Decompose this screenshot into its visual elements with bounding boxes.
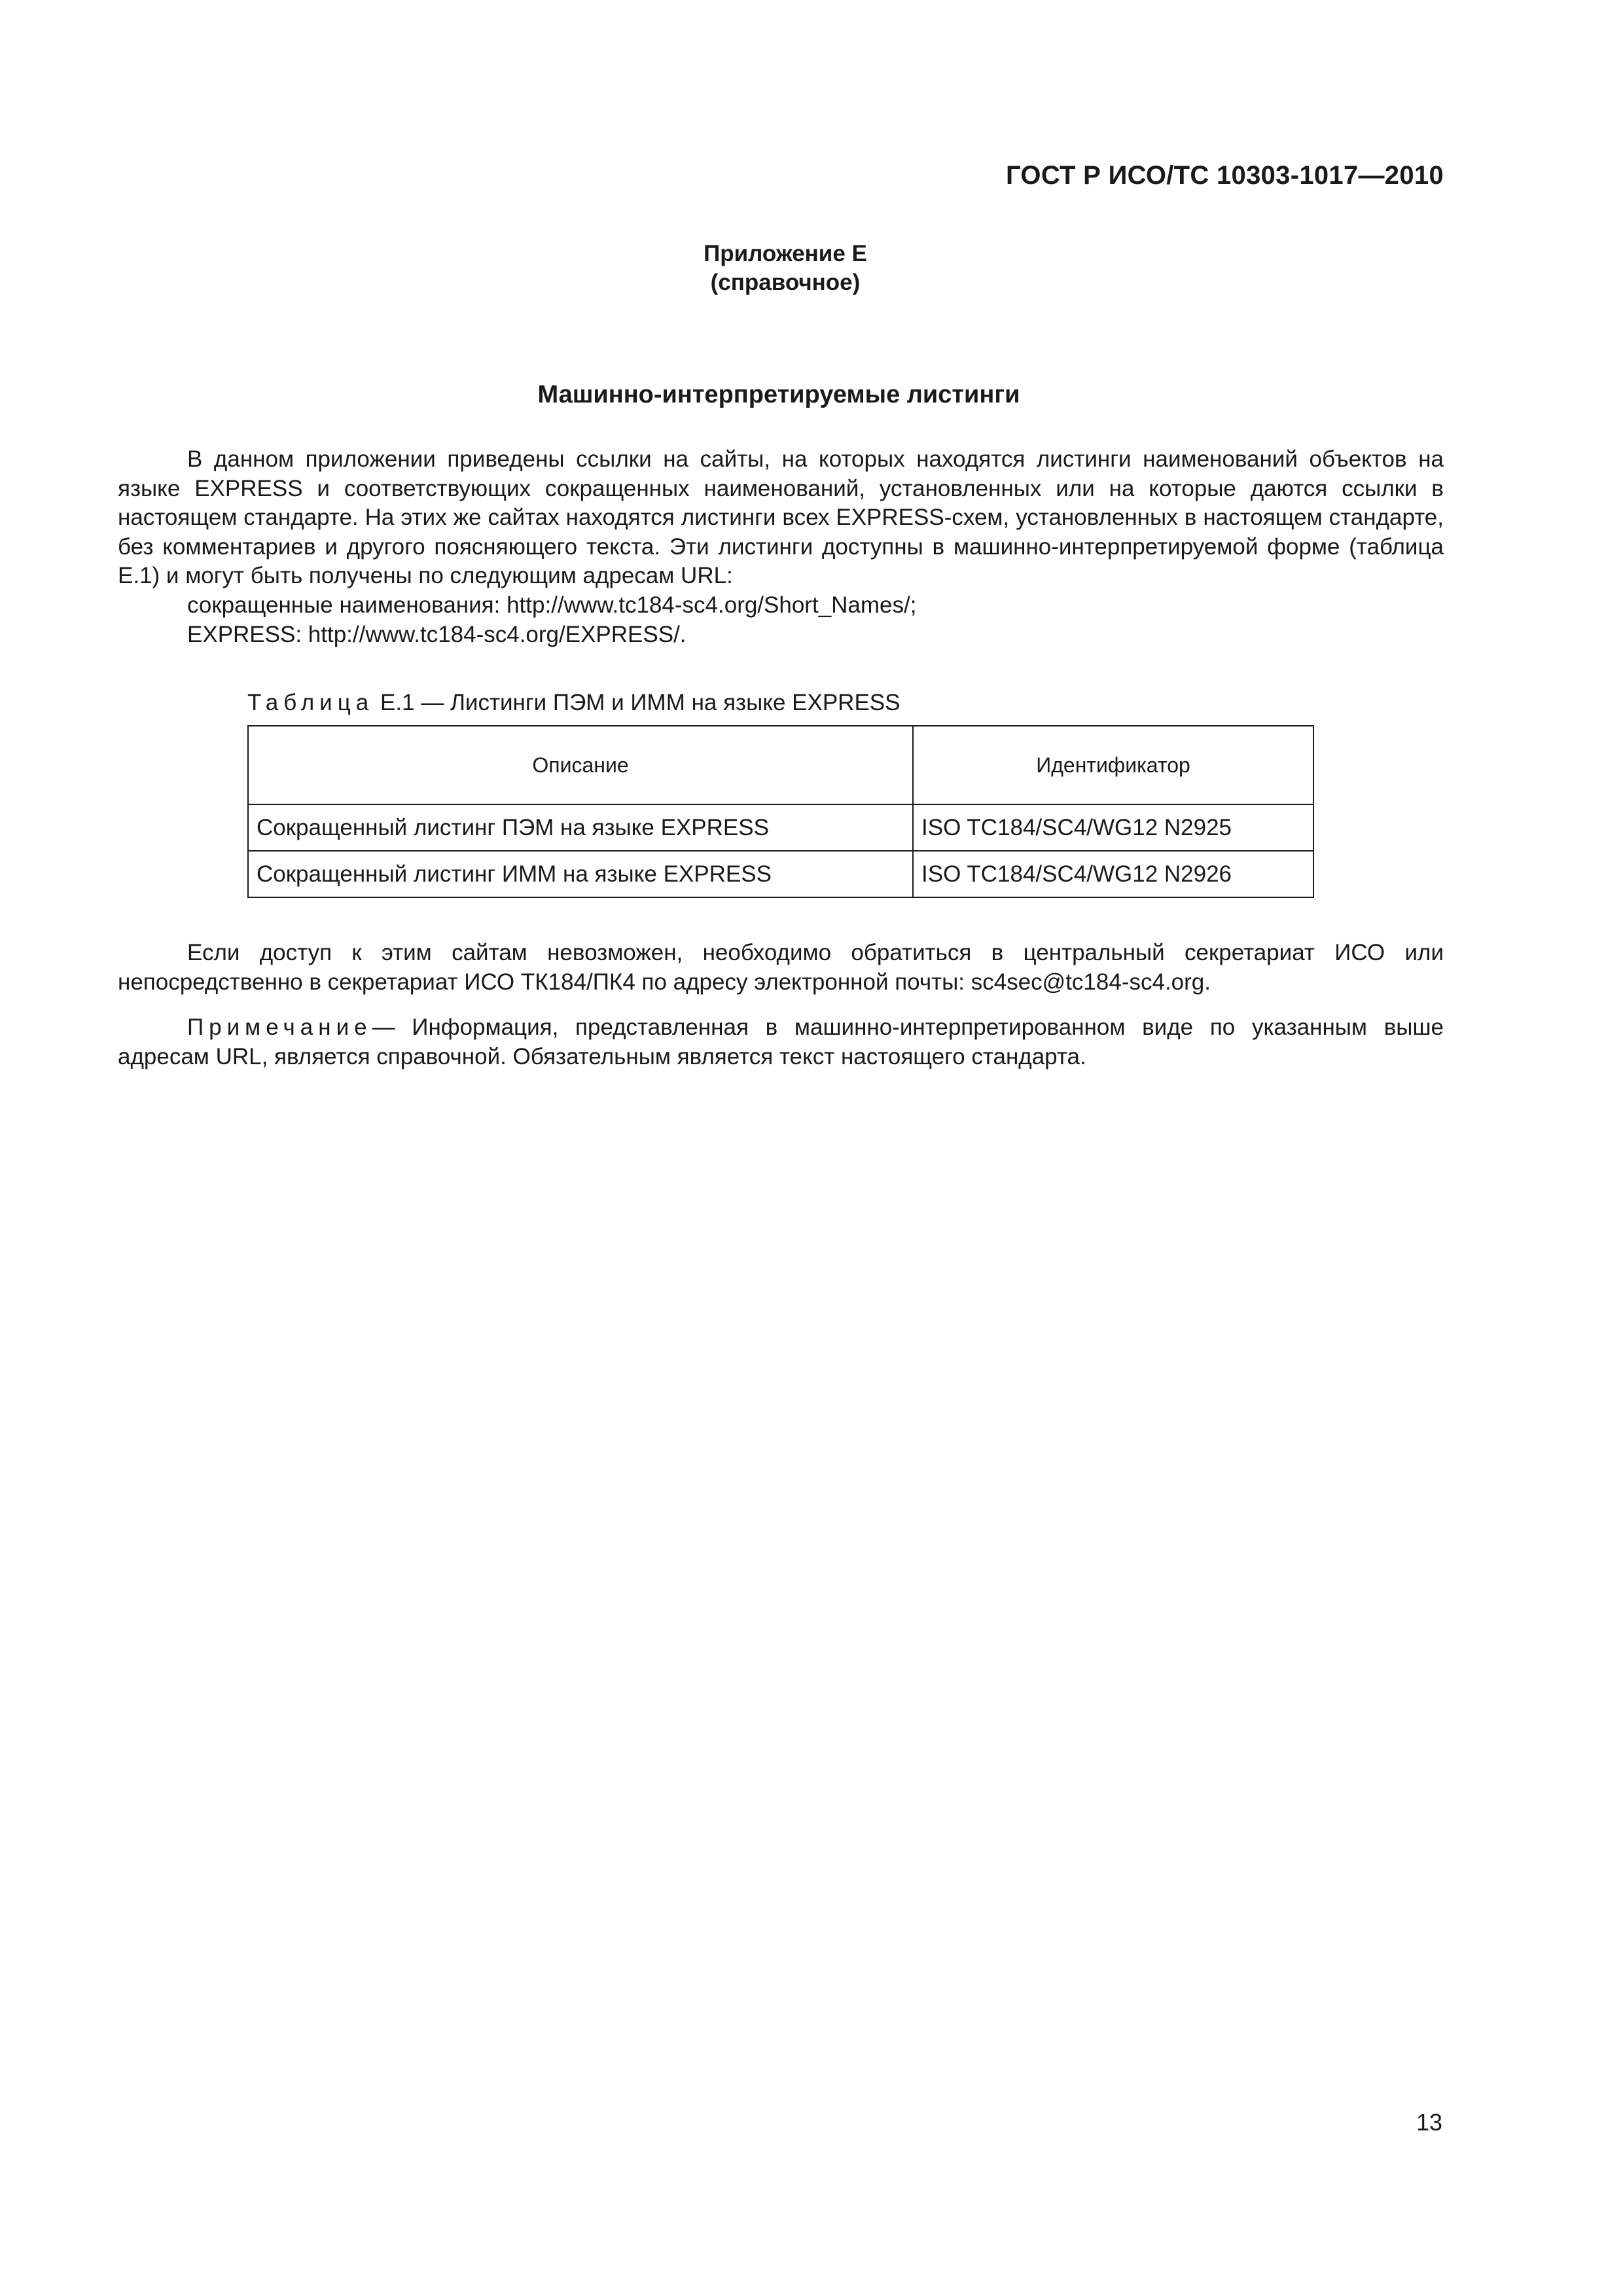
table-row xyxy=(248,851,1313,897)
table-header-description: Описание xyxy=(248,726,913,804)
table-caption xyxy=(247,690,901,716)
intro-paragraph-text: В данном приложении приведены ссылки на сайты, на которых находятся листинги наименований объектов на языке EXPRESS и соответствующих сокращенных наименований, установленных или на которые даются ссылки в настоящем стандарте. На этих же сайтах находятся листинги всех EXPRESS-схем, установленных в настоящем стандарте, без комментариев и другого поясняющего текста. Эти листинги доступны в машинно-интерпретируемой форме (таблица E.1) и могут быть получены по следующим адресам URL: xyxy=(118,446,1444,588)
table-caption-label: Таблица xyxy=(247,690,374,715)
table-header-identifier: Идентификатор xyxy=(913,726,1313,804)
note-label: Примечание xyxy=(187,1014,372,1040)
annex-title: Машинно-интерпретируемые листинги xyxy=(537,381,1020,408)
table-cell-description: Сокращенный листинг ИММ на языке EXPRESS xyxy=(248,851,913,897)
table-cell-description: Сокращенный листинг ПЭМ на языке EXPRESS xyxy=(248,804,913,851)
standard-code: ГОСТ Р ИСО/ТС 10303-1017—2010 xyxy=(1005,161,1444,190)
note-paragraph xyxy=(118,1013,1444,1071)
intro-paragraph xyxy=(118,445,1444,591)
table-cell-identifier: ISO TC184/SC4/WG12 N2925 xyxy=(913,804,1313,851)
contact-paragraph xyxy=(118,939,1444,997)
listings-table xyxy=(247,725,1314,898)
table-caption-text: E.1 — Листинги ПЭМ и ИММ на языке EXPRESS xyxy=(380,690,901,715)
table-header-row xyxy=(248,726,1313,804)
table-cell-identifier: ISO TC184/SC4/WG12 N2926 xyxy=(913,851,1313,897)
annex-label: Приложение E xyxy=(704,241,867,266)
contact-paragraph-text: Если доступ к этим сайтам невозможен, необходимо обратиться в центральный секретариат ИСО или непосредственно в секретариат ИСО ТК184/ПК4 по адресу электронной почты: sc4sec@tc184-sc4.org. xyxy=(118,940,1444,995)
annex-heading xyxy=(576,240,995,297)
note-text: — Информация, представленная в машинно-интерпретированном виде по указанным выше адресам URL, является справочной. Обязательным является текст настоящего стандарта. xyxy=(118,1014,1444,1069)
page-number: 13 xyxy=(1416,2109,1442,2136)
table-row xyxy=(248,804,1313,851)
url-express: EXPRESS: http://www.tc184-sc4.org/EXPRESS/. xyxy=(187,622,687,647)
url-short-names: сокращенные наименования: http://www.tc184-sc4.org/Short_Names/; xyxy=(187,592,917,618)
annex-status: (справочное) xyxy=(710,270,861,295)
